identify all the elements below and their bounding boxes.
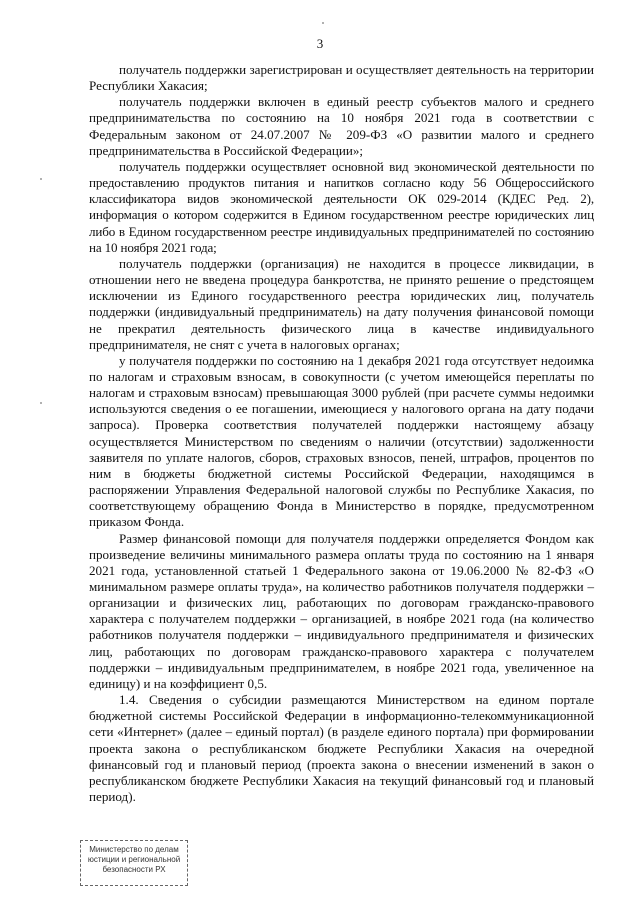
document-body xyxy=(89,62,594,805)
paragraph-economic-activity: получатель поддержки осуществляет основной вид экономической деятельности по предоставлению продуктов питания и напитков согласно коду 56 Общероссийского классификатора видов экономической деятельности ОК 029-2014 (КДЕС Ред. 2), информация о котором содержится в Едином государственном реестре юридических лиц либо в Едином государственном реестре индивидуальных предпринимателей по состоянию на 10 ноября 2021 года; xyxy=(89,158,594,255)
paragraph-registration: получатель поддержки зарегистрирован и осуществляет деятельность на территории Республики Хакасия; xyxy=(89,62,594,94)
paragraph-tax-arrears: у получателя поддержки по состоянию на 1 декабря 2021 года отсутствует недоимка по налогам и страховым взносам, в совокупности (с учетом имеющейся переплаты по налогам и страховым взносам) превышающая 3000 рублей (при расчете суммы недоимки используются сведения о ее погашении, имеющиеся у налогового органа на дату подачи запроса). Проверка соответствия получателей поддержки настоящему абзацу осуществляется Министерством по сведениям о наличии (отсутствии) задолженности заявителя по уплате налогов, сборов, страховых взносов, пеней, штрафов, процентов по ним в бюджеты бюджетной системы Российской Федерации, находящимся в распоряжении Управления Федеральной налоговой службы по Республике Хакасия, по соответствующему обращению Фонда в Министерство в порядке, предусмотренном приказом Фонда. xyxy=(89,352,594,530)
stamp-line-3: безопасности РХ xyxy=(102,865,166,874)
paragraph-assistance-amount: Размер финансовой помощи для получателя поддержки определяется Фондом как произведение величины минимального размера оплаты труда по состоянию на 1 января 2021 года, установленной статьей 1 Федерального закона от 19.06.2000 № 82-ФЗ «О минимальном размере оплаты труда», на количество работников получателя поддержки – организации и физических лиц, работающих по договорам гражданско-правового характера с получателем поддержки – организацией, в ноябре 2021 года (на количество работников получателя поддержки – индивидуального предпринимателя и физических лиц, работающих по договорам гражданско-правового характера с получателем поддержки – индивидуальным предпринимателем, в ноябре 2021 года, увеличенное на единицу) и на коэффициент 0,5. xyxy=(89,530,594,691)
page-number: 3 xyxy=(316,36,324,51)
paragraph-subsidy-info: 1.4. Сведения о субсидии размещаются Министерством на едином портале бюджетной системы Российской Федерации в информационно-телекоммуникационной сети «Интернет» (далее – единый портал) (в разделе единого портала) при формировании проекта закона о республиканском бюджете Республики Хакасия на очередной финансовый год и плановый период (проекта закона о внесении изменений в закон о республиканском бюджете Республики Хакасия на текущий финансовый год и плановый период). xyxy=(89,692,594,805)
scan-mark xyxy=(40,402,42,404)
registration-stamp xyxy=(80,840,188,886)
scan-mark xyxy=(40,178,42,180)
paragraph-liquidation: получатель поддержки (организация) не находится в процессе ликвидации, в отношении него не введена процедура банкротства, не принято решение о предстоящем исключении из Единого государственного реестра юридических лиц, получатель поддержки (индивидуальный предприниматель) на дату получения финансовой помощи не прекратил деятельность физического лица в качестве индивидуального предпринимателя, не снят с учета в налоговых органах; xyxy=(89,255,594,352)
stamp-line-2: юстиции и региональной xyxy=(87,855,181,864)
paragraph-sme-registry: получатель поддержки включен в единый реестр субъектов малого и среднего предпринимательства по состоянию на 10 ноября 2021 года в соответствии с Федеральным законом от 24.07.2007 № 209-ФЗ «О развитии малого и среднего предпринимательства в Российской Федерации»; xyxy=(89,94,594,158)
stamp-line-1: Министерство по делам xyxy=(89,845,179,854)
scan-mark xyxy=(322,22,324,24)
